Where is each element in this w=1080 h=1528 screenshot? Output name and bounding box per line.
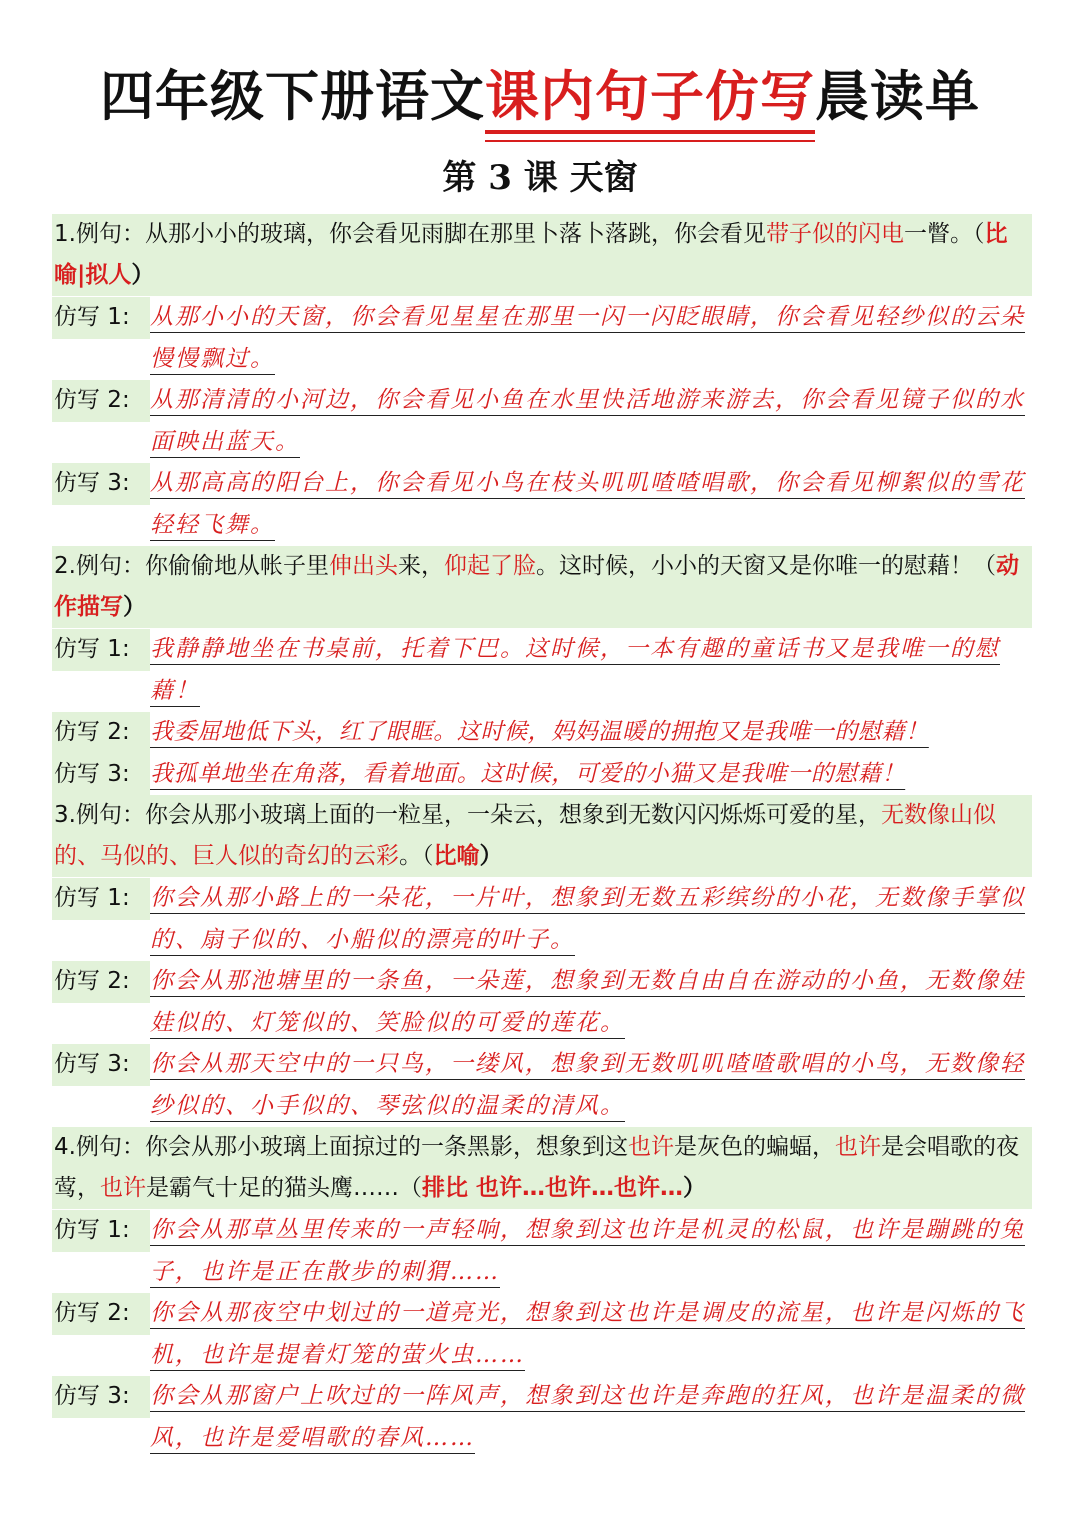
example-text: ）	[479, 843, 503, 869]
imitation-row	[52, 1293, 1032, 1376]
title-highlight: 课内句子仿写	[485, 52, 815, 142]
example-text: 一瞥。（	[903, 221, 985, 247]
imitation-text: 从那清清的小河边，你会看见小鱼在水里快活地游来游去，你会看见镜子似的水面映出蓝天。	[150, 387, 1025, 455]
example-text: 。（	[399, 843, 434, 869]
imitation-text: 你会从那天空中的一只鸟，一缕风，想象到无数叽叽喳喳歌唱的小鸟，无数像轻纱似的、小手似的、琴弦似的温柔的清风。	[150, 1051, 1025, 1119]
imitation-row	[52, 297, 1032, 380]
imitation-text: 从那高高的阳台上，你会看见小鸟在枝头叽叽喳喳唱歌，你会看见柳絮似的雪花轻轻飞舞。	[150, 470, 1025, 538]
imitation-label: 仿写 3:	[52, 1376, 150, 1418]
highlighted-phrase: 无数像山似的、马似的、巨人似的奇幻的云彩	[54, 802, 996, 869]
rhetoric-tag: 比喻	[433, 843, 480, 869]
imitation-row	[52, 1210, 1032, 1293]
rhetoric-tag: 比喻|拟人	[54, 221, 1008, 288]
imitation-row	[52, 380, 1032, 463]
imitation-row	[52, 961, 1032, 1044]
imitation-label: 仿写 3:	[52, 754, 150, 796]
highlighted-phrase: 也许	[100, 1175, 146, 1201]
rhetoric-tag: 排比 也许…也许…也许…	[422, 1175, 684, 1201]
example-text: 。这时候，小小的天窗又是你唯一的慰藉！（	[535, 553, 996, 579]
imitation-label: 仿写 2:	[52, 712, 150, 754]
title-suffix: 晨读单	[815, 65, 980, 128]
imitation-label: 仿写 2:	[52, 961, 150, 1003]
imitation-text: 你会从那小路上的一朵花，一片叶，想象到无数五彩缤纷的小花，无数像手掌似的、扇子似的、小船似的漂亮的叶子。	[150, 885, 1025, 953]
imitation-row	[52, 1376, 1032, 1459]
example-text: ）	[683, 1175, 707, 1201]
example-text: ）	[123, 594, 146, 620]
example-sentence	[52, 214, 1032, 296]
imitation-row	[52, 754, 1032, 796]
imitation-label: 仿写 1:	[52, 297, 150, 339]
imitation-row	[52, 463, 1032, 546]
imitation-text: 我委屈地低下头，红了眼眶。这时候，妈妈温暖的拥抱又是我唯一的慰藉！	[150, 719, 929, 745]
highlighted-phrase: 带子似的闪电	[765, 221, 904, 247]
imitation-row	[52, 1044, 1032, 1127]
imitation-text: 我静静地坐在书桌前，托着下巴。这时候，一本有趣的童话书又是我唯一的慰藉！	[150, 636, 1000, 704]
rhetoric-tag: 动作描写	[54, 553, 1019, 620]
imitation-label: 仿写 2:	[52, 380, 150, 422]
imitation-label: 仿写 2:	[52, 1293, 150, 1335]
imitation-label: 仿写 1:	[52, 878, 150, 920]
example-text: 是霸气十足的猫头鹰……（	[146, 1175, 422, 1201]
example-text: 是会唱歌的夜莺，	[54, 1134, 1019, 1201]
imitation-text: 你会从那池塘里的一条鱼，一朵莲，想象到无数自由自在游动的小鱼，无数像娃娃似的、灯笼似的、笑脸似的可爱的莲花。	[150, 968, 1025, 1036]
highlighted-phrase: 伸出头	[328, 553, 398, 579]
example-text: 2.例句：你偷偷地从帐子里	[54, 553, 329, 579]
highlighted-phrase: 也许	[627, 1134, 674, 1160]
imitation-text: 你会从那夜空中划过的一道亮光，想象到这也许是调皮的流星，也许是闪烁的飞机，也许是提着灯笼的萤火虫……	[150, 1300, 1025, 1368]
page-title	[0, 52, 1080, 142]
imitation-text: 你会从那草丛里传来的一声轻响，想象到这也许是机灵的松鼠，也许是蹦跳的兔子，也许是正在散步的刺猬……	[150, 1217, 1025, 1285]
imitation-row	[52, 878, 1032, 961]
highlighted-phrase: 仰起了脸	[443, 553, 536, 579]
example-sentence	[52, 795, 1032, 877]
imitation-text: 你会从那窗户上吹过的一阵风声，想象到这也许是奔跑的狂风，也许是温柔的微风，也许是爱唱歌的春风……	[150, 1383, 1025, 1451]
imitation-row	[52, 629, 1032, 712]
example-text: 4.例句：你会从那小玻璃上面掠过的一条黑影，想象到这	[54, 1134, 628, 1160]
imitation-text: 从那小小的天窗，你会看见星星在那里一闪一闪眨眼睛，你会看见轻纱似的云朵慢慢飘过。	[150, 304, 1025, 372]
example-text: 来，	[397, 553, 444, 579]
title-prefix: 四年级下册语文	[100, 65, 485, 128]
example-sentence	[52, 546, 1032, 628]
imitation-label: 仿写 1:	[52, 1210, 150, 1252]
example-text: 是灰色的蝙蝠，	[673, 1134, 835, 1160]
imitation-text: 我孤单地坐在角落，看着地面。这时候，可爱的小猫又是我唯一的慰藉！	[150, 760, 906, 787]
exercise-list	[52, 214, 1032, 1459]
example-text: 3.例句：你会从那小玻璃上面的一粒星，一朵云，想象到无数闪闪烁烁可爱的星，	[54, 802, 881, 828]
imitation-label: 仿写 3:	[52, 1044, 150, 1086]
lesson-title: 第 3 课 天窗	[442, 158, 638, 198]
imitation-label: 仿写 1:	[52, 629, 150, 671]
example-text: ）	[131, 262, 155, 288]
imitation-label: 仿写 3:	[52, 463, 150, 505]
highlighted-phrase: 也许	[834, 1134, 881, 1160]
imitation-row	[52, 712, 1032, 754]
example-text: 1.例句：从那小小的玻璃，你会看见雨脚在那里卜落卜落跳，你会看见	[54, 221, 766, 247]
example-sentence	[52, 1127, 1032, 1209]
